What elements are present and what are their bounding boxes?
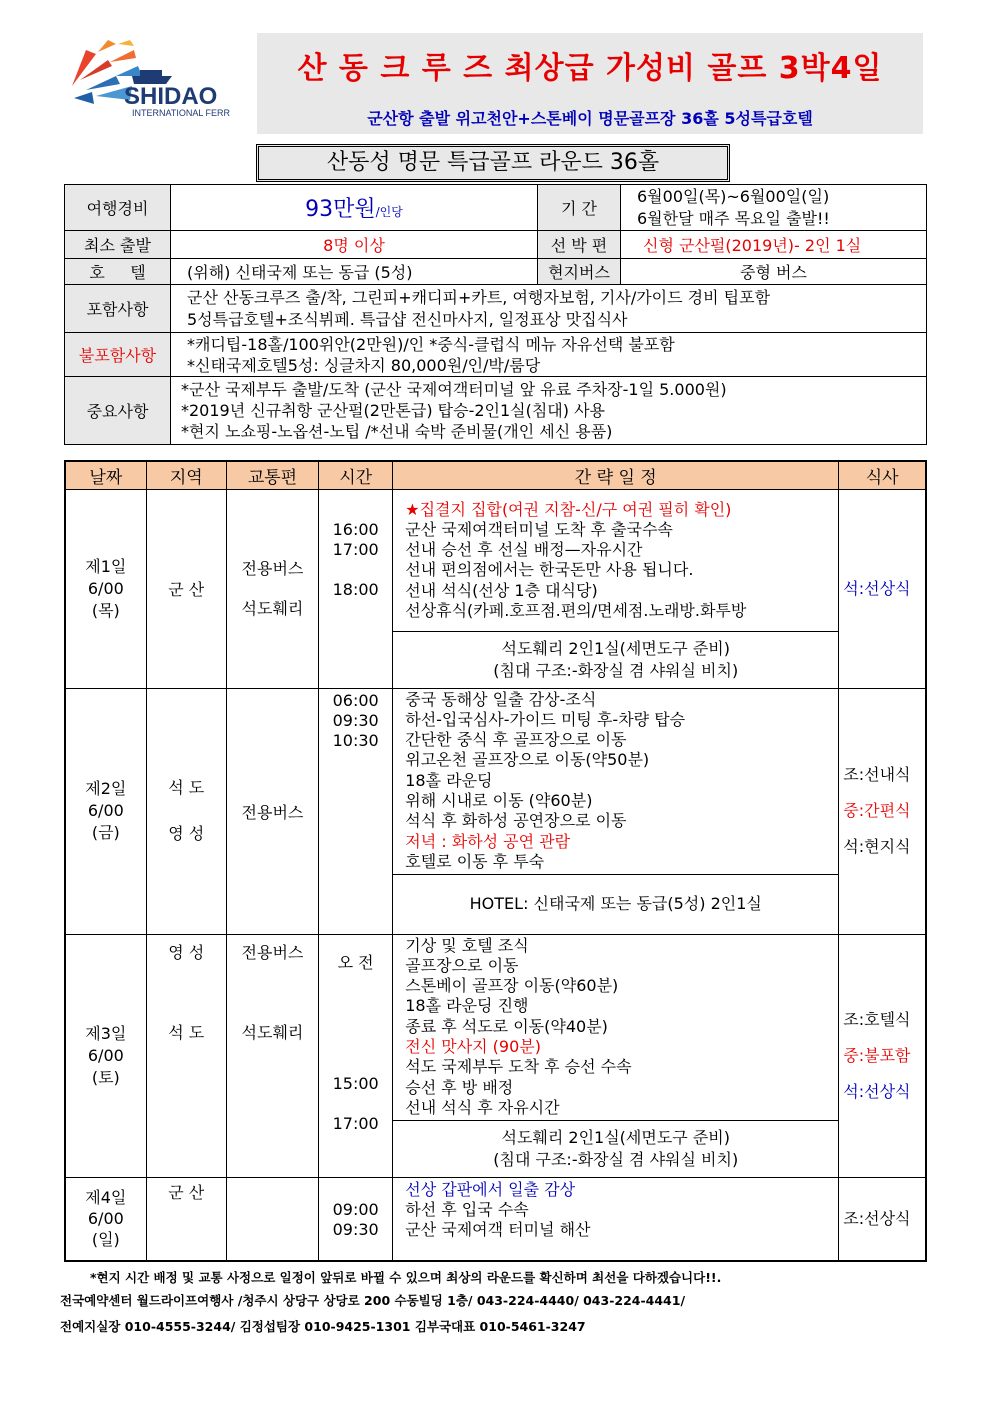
cost-value: 93만원/인당	[171, 185, 538, 231]
period-value: 6월00일(목)~6월00일(일) 6월한달 매주 목요일 출발!!	[621, 185, 927, 231]
min-value: 8명 이상	[171, 231, 538, 259]
ship-value: 신형 군산펄(2019년)- 2인 1실	[621, 231, 927, 259]
incl-value: 군산 산동크루즈 출/착, 그린피+캐디피+카트, 여행자보험, 기사/가이드 경비 팁포함 5성특급호텔+조식뷔페. 특급샵 전신마사지, 일정표상 맛집식사	[171, 285, 927, 333]
min-label: 최소 출발	[65, 231, 171, 259]
logo-text: SHIDAO	[124, 83, 218, 110]
day1-row	[65, 489, 926, 631]
contact-line-2: 전예지실장 010-4555-3244/ 김정섭팀장 010-9425-1301 김부국대표 010-5461-3247	[60, 1319, 586, 1334]
day4-itinerary: 선상 갑판에서 일출 감상 하선 후 입국 수속 군산 국제여객 터미널 해산	[393, 1177, 839, 1261]
day4-time: 09:00 09:30	[319, 1177, 393, 1261]
incl-label: 포함사항	[65, 285, 171, 333]
excl-label: 불포함사항	[65, 333, 171, 377]
hotel-value: (위해) 신태국제 또는 동급 (5성)	[171, 259, 538, 285]
day1-time: 16:00 17:00 18:00	[319, 489, 393, 688]
day4-row	[65, 1177, 926, 1261]
bus-value: 중형 버스	[621, 259, 927, 285]
day3-itinerary: 기상 및 호텔 조식 골프장으로 이동 스톤베이 골프장 이동(약60분) 18홀 라운딩 진행 종료 후 석도로 이동(약40분) 전신 맛사지 (90분) 석도 국제부두 도착 후 승선 수속 승선 후 방 배정 선내 석식 후 자유시간	[393, 934, 839, 1120]
round-title: 산동성 명문 특급골프 라운드 36홀	[256, 144, 730, 182]
excl-value: *캐디팁-18홀/100위안(2만원)/인 *중식-클럽식 메뉴 자유선택 불포함 *신태국제호텔5성: 싱글차지 80,000원/인/박/룸당	[171, 333, 927, 377]
contact-line-1: 전국예약센터 월드라이프여행사 /청주시 상당구 상당로 200 수동빌딩 1층/ 043-224-4440/ 043-224-4441/	[60, 1293, 686, 1308]
period-label: 기 간	[538, 185, 621, 231]
bus-label: 현지버스	[538, 259, 621, 285]
day4-transport	[226, 1177, 318, 1261]
imp-value: *군산 국제부두 출발/도착 (군산 국제여객터미널 앞 유료 주차장-1일 5.000원) *2019년 신규취항 군산펄(2만톤급) 탑승-2인1실(침대) 사용 *현지 노쇼핑-노옵션-노팁 /*선내 숙박 준비물(개인 세신 용품)	[171, 377, 927, 445]
day1-transport: 전용버스 석도훼리	[226, 489, 318, 688]
imp-label: 중요사항	[65, 377, 171, 445]
page-subtitle: 군산항 출발 위고천안+스톤베이 명문골프장 36홀 5성특급호텔	[367, 109, 813, 128]
header-meal: 식사	[839, 461, 926, 489]
header-itinerary: 간 략 일 정	[393, 461, 839, 489]
day3-row	[65, 934, 926, 1120]
day1-date: 제1일 6/00 (목)	[65, 489, 146, 688]
day3-accommodation: 석도훼리 2인1실(세면도구 준비) (침대 구조:-화장실 겸 샤워실 비치)	[393, 1120, 839, 1177]
header-time: 시간	[319, 461, 393, 489]
hotel-label: 호 텔	[65, 259, 171, 285]
ship-label: 선 박 편	[538, 231, 621, 259]
day1-itinerary: ★집결지 집합(여권 지참-신/구 여권 필히 확인) 군산 국제여객터미널 도착 후 출국수속 선내 승선 후 선실 배정—자유시간 선내 편의점에서는 한국돈만 사용 됩니다. 선내 석식(선상 1층 대식당) 선상휴식(카페.호프점.편의/면세점.노래방.화투방	[393, 489, 839, 631]
day4-date: 제4일 6/00 (일)	[65, 1177, 146, 1261]
title-banner	[257, 33, 923, 134]
day2-time: 06:00 09:30 10:30	[319, 688, 393, 934]
info-table	[64, 184, 927, 445]
cost-label: 여행경비	[65, 185, 171, 231]
day2-meal: 조:선내식 중:간편식 석:현지식	[839, 688, 926, 934]
page-title: 산 동 크 루 즈 최상급 가성비 골프 3박4일	[297, 51, 883, 86]
day3-meal: 조:호텔식 중:불포함 석:선상식	[839, 934, 926, 1177]
schedule-table	[64, 460, 927, 1262]
day2-date: 제2일 6/00 (금)	[65, 688, 146, 934]
day2-itinerary: 중국 동해상 일출 감상-조식 하선-입국심사-가이드 미팅 후-차량 탑승 간단한 중식 후 골프장으로 이동 위고온천 골프장으로 이동(약50분) 18홀 라운딩 위해 시내로 이동 (약60분) 석식 후 화하성 공연장으로 이동 저녁 : 화하성 공연 관람 호텔로 이동 후 투숙	[393, 688, 839, 874]
day3-date: 제3일 6/00 (토)	[65, 934, 146, 1177]
header-region: 지역	[146, 461, 226, 489]
header-date: 날짜	[65, 461, 146, 489]
day2-accommodation: HOTEL: 신태국제 또는 동급(5성) 2인1실	[393, 874, 839, 934]
day1-accommodation: 석도훼리 2인1실(세면도구 준비) (침대 구조:-화장실 겸 샤워실 비치)	[393, 631, 839, 688]
day3-transport: 전용버스 석도훼리	[226, 934, 318, 1177]
day4-region: 군 산	[146, 1177, 226, 1261]
footer-note: *현지 시간 배정 및 교통 사정으로 일정이 앞뒤로 바뀔 수 있으며 최상의 라운드를 확신하며 최선을 다하겠습니다!!.	[90, 1270, 722, 1285]
day3-region: 영 성 석 도	[146, 934, 226, 1177]
shidao-logo	[72, 40, 230, 124]
day2-transport: 전용버스	[226, 688, 318, 934]
day1-region: 군 산	[146, 489, 226, 688]
header-transport: 교통편	[226, 461, 318, 489]
logo-subtext: INTERNATIONAL FERRY	[132, 108, 230, 118]
day2-region: 석 도 영 성	[146, 688, 226, 934]
day2-row	[65, 688, 926, 874]
day1-meal: 석:선상식	[839, 489, 926, 688]
day4-meal: 조:선상식	[839, 1177, 926, 1261]
day3-time: 오 전 15:00 17:00	[319, 934, 393, 1177]
